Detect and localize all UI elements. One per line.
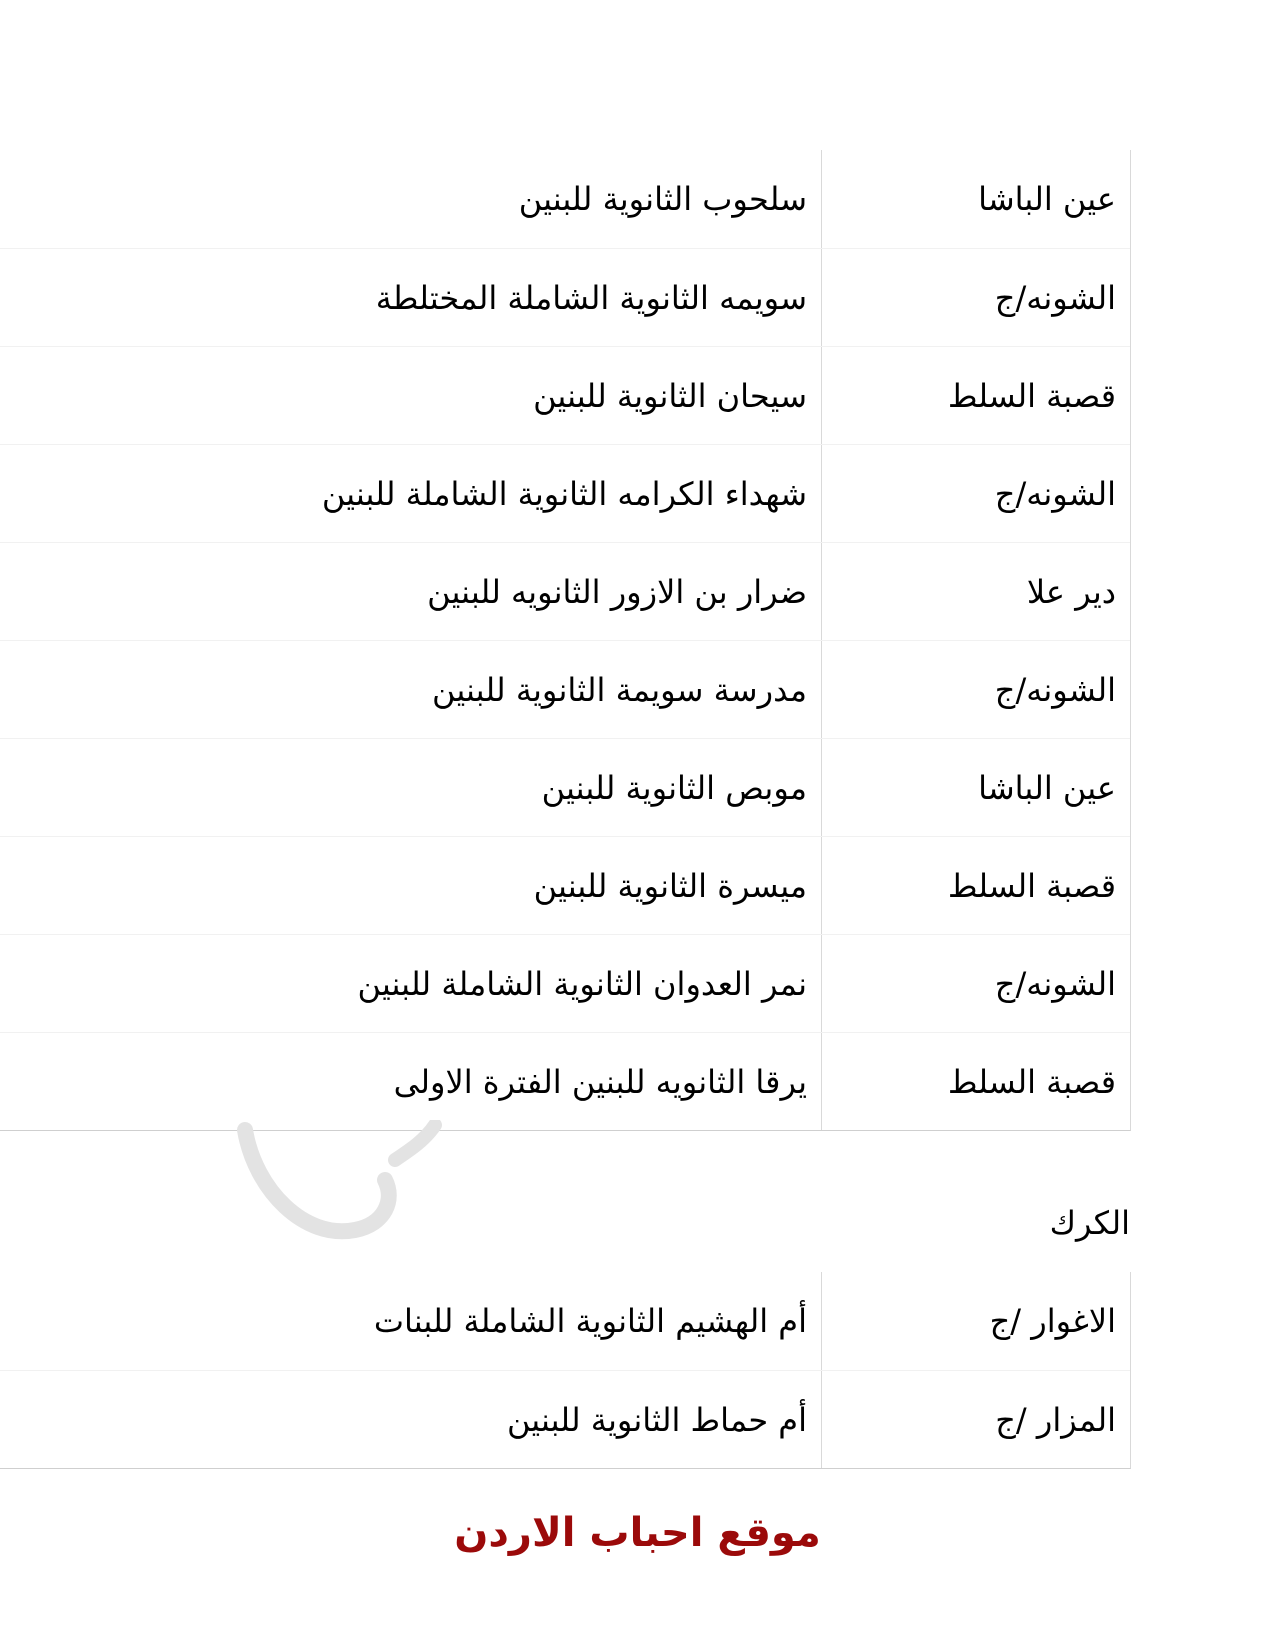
school-cell: سويمه الثانوية الشاملة المختلطة — [375, 278, 807, 317]
table-row — [0, 248, 1130, 346]
area-cell: عين الباشا — [821, 739, 1130, 836]
table-row — [0, 444, 1130, 542]
school-cell: ميسرة الثانوية للبنين — [533, 866, 807, 905]
table-row — [0, 640, 1130, 738]
site-footer-title: موقع احباب الاردن — [454, 1510, 821, 1556]
schools-table — [0, 150, 1131, 1131]
area-cell: عين الباشا — [821, 150, 1130, 248]
area-cell: قصبة السلط — [821, 1033, 1130, 1130]
area-cell: الشونه/ج — [821, 641, 1130, 738]
area-cell: المزار /ج — [821, 1371, 1130, 1468]
school-cell: يرقا الثانويه للبنين الفترة الاولى — [393, 1062, 807, 1101]
area-cell: الاغوار /ج — [821, 1272, 1130, 1370]
school-cell: أم حماط الثانوية للبنين — [506, 1400, 807, 1439]
school-cell: موبص الثانوية للبنين — [541, 768, 807, 807]
school-cell: أم الهشيم الثانوية الشاملة للبنات — [373, 1302, 807, 1340]
section-heading: الكرك — [1049, 1204, 1130, 1242]
table-row — [0, 934, 1130, 1032]
table-row — [0, 150, 1130, 248]
area-cell: الشونه/ج — [821, 935, 1130, 1032]
area-cell: الشونه/ج — [821, 249, 1130, 346]
table-row — [0, 542, 1130, 640]
school-cell: مدرسة سويمة الثانوية للبنين — [432, 670, 807, 709]
school-cell: ضرار بن الازور الثانويه للبنين — [427, 572, 807, 611]
table-row — [0, 1370, 1130, 1468]
area-cell: قصبة السلط — [821, 347, 1130, 444]
table-row — [0, 346, 1130, 444]
table-row — [0, 1272, 1130, 1370]
school-cell: سيحان الثانوية للبنين — [533, 376, 807, 415]
watermark-swirl-icon — [235, 1120, 445, 1250]
school-cell: سلحوب الثانوية للبنين — [518, 180, 807, 218]
schools-table — [0, 1272, 1131, 1469]
table-row — [0, 836, 1130, 934]
table-row — [0, 1032, 1130, 1130]
area-cell: دير علا — [821, 543, 1130, 640]
area-cell: قصبة السلط — [821, 837, 1130, 934]
school-cell: نمر العدوان الثانوية الشاملة للبنين — [357, 964, 807, 1003]
school-cell: شهداء الكرامه الثانوية الشاملة للبنين — [321, 474, 807, 513]
table-row — [0, 738, 1130, 836]
area-cell: الشونه/ج — [821, 445, 1130, 542]
